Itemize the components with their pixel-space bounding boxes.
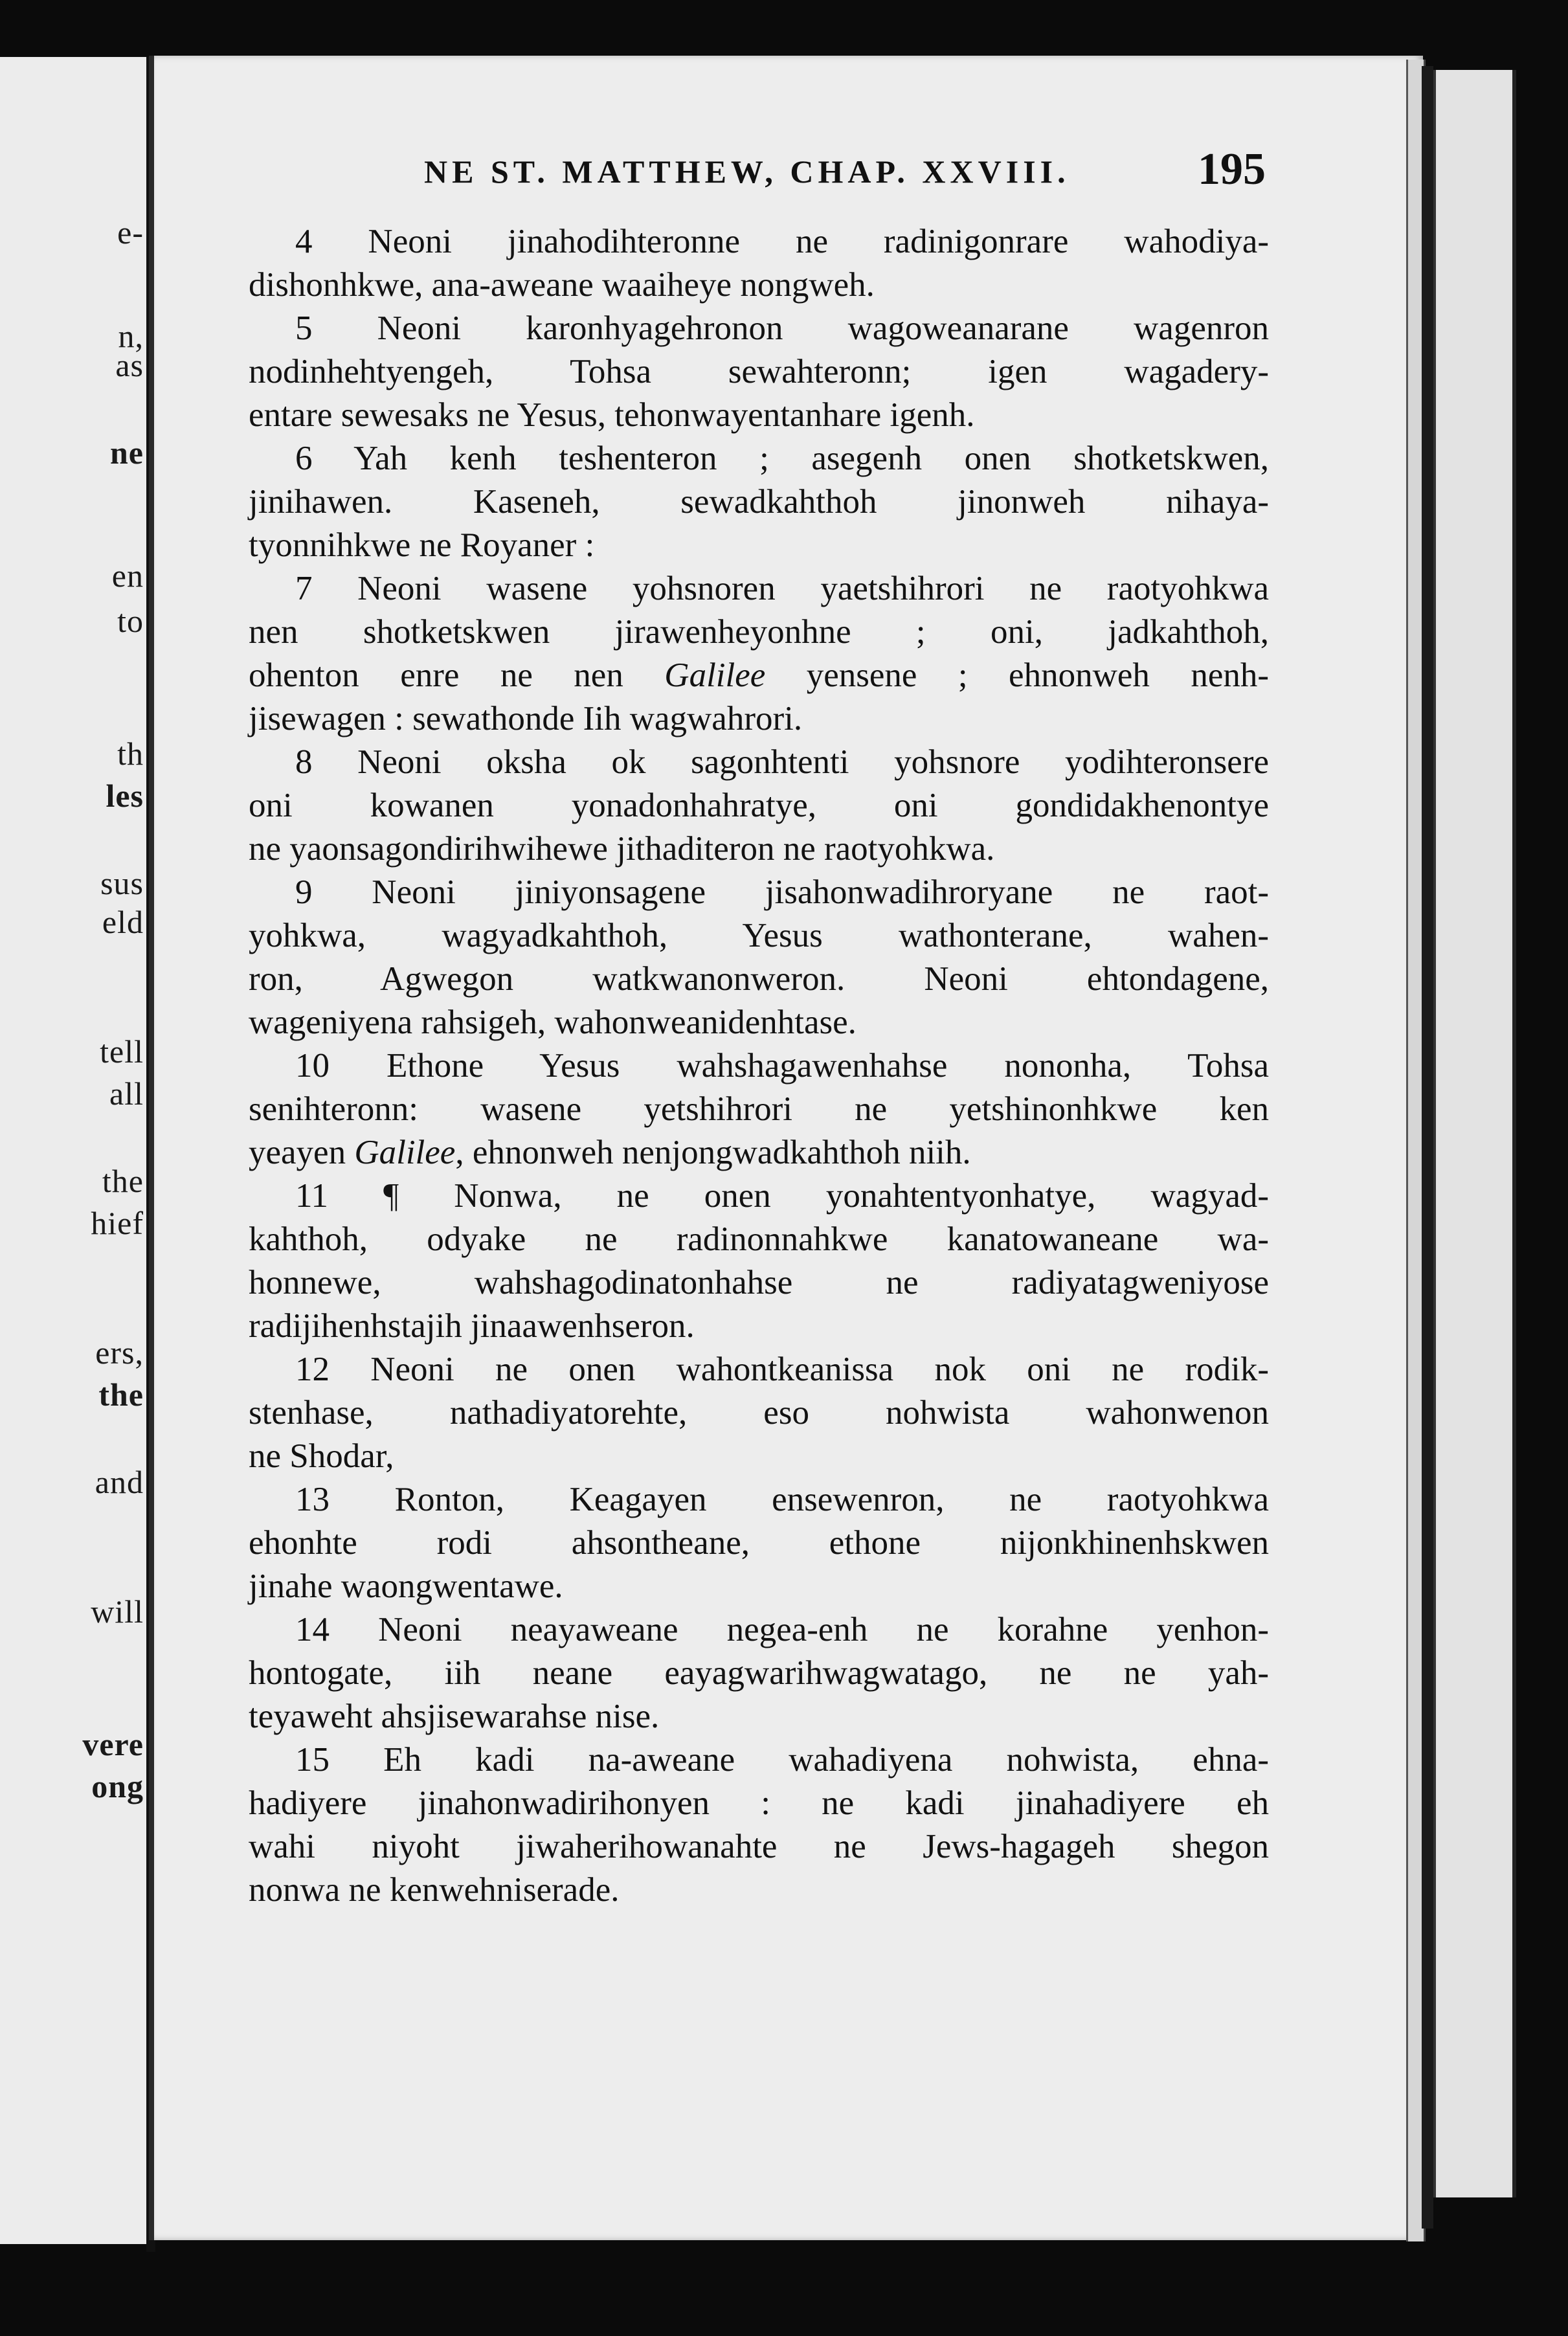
text-line: stenhase, nathadiyatorehte, eso nohwista wahonwenon: [249, 1394, 1269, 1432]
verse-first-line: 12 Neoni ne onen wahontkeanissa nok oni ne rodik-: [295, 1351, 1269, 1388]
facing-page-fragment: vere: [82, 1726, 144, 1762]
text-line: kahthoh, odyake ne radinonnahkwe kanatowaneane wa-: [249, 1220, 1269, 1258]
text-line: dishonhkwe, ana-aweane waaiheye nongweh.: [249, 266, 875, 304]
facing-page-fragment: th: [117, 736, 144, 772]
facing-page-fragment: eld: [102, 904, 144, 940]
text-line: teyaweht ahsjisewarahse nise.: [249, 1698, 660, 1735]
facing-page: [0, 57, 146, 2244]
text-line: oni kowanen yonadonhahratye, oni gondidakhenontye: [249, 787, 1269, 824]
facing-page-fragment: tell: [100, 1033, 144, 1070]
text-line: ne yaonsagondirihwihewe jithaditeron ne raotyohkwa.: [249, 830, 995, 868]
text-line: wahi niyoht jiwaherihowanahte ne Jews-hagageh shegon: [249, 1828, 1269, 1865]
facing-page-fragment: will: [91, 1593, 144, 1630]
facing-page-fragment: ne: [110, 434, 144, 471]
page-number: 195: [1198, 144, 1266, 194]
text-line: yohkwa, wagyadkahthoh, Yesus wathonterane, wahen-: [249, 917, 1269, 954]
page-edge-stack: [1433, 70, 1516, 2197]
text-line: hadiyere jinahonwadirihonyen : ne kadi jinahadiyere eh: [249, 1784, 1269, 1822]
text-line: yeayen Galilee, ehnonweh nenjongwadkahthoh niih.: [249, 1134, 971, 1171]
facing-page-fragment: as: [115, 347, 144, 383]
facing-page-fragment: sus: [100, 865, 144, 901]
facing-page-fragment: to: [117, 603, 144, 639]
text-line: nonwa ne kenwehniserade.: [249, 1871, 620, 1909]
facing-page-fragment: ers,: [95, 1334, 144, 1371]
page-edge-shadow: [1422, 66, 1433, 2229]
verse-first-line: 4 Neoni jinahodihteronne ne radinigonrare wahodiya-: [295, 223, 1269, 260]
verse-first-line: 10 Ethone Yesus wahshagawenhahse nononha, Tohsa: [295, 1047, 1269, 1084]
verse-first-line: 14 Neoni neayaweane negea-enh ne korahne yenhon-: [295, 1611, 1269, 1648]
text-line: jisewagen : sewathonde Iih wagwahrori.: [249, 700, 803, 737]
facing-page-fragment: n,: [118, 318, 144, 354]
text-line: tyonnihkwe ne Royaner :: [249, 526, 595, 564]
text-line: senihteronn: wasene yetshihrori ne yetshinonhkwe ken: [249, 1090, 1269, 1128]
text-line: nen shotketskwen jirawenheyonhne ; oni, jadkahthoh,: [249, 613, 1269, 651]
text-line: entare sewesaks ne Yesus, tehonwayentanhare igenh.: [249, 396, 975, 434]
text-line: ron, Agwegon watkwanonweron. Neoni ehtondagene,: [249, 960, 1269, 998]
facing-page-fragment: e-: [117, 214, 144, 251]
running-title: NE ST. MATTHEW, CHAP. XXVIII.: [424, 153, 1070, 190]
text-line: ne Shodar,: [249, 1437, 394, 1475]
text-line: jinihawen. Kaseneh, sewadkahthoh jinonweh nihaya-: [249, 483, 1269, 521]
verse-first-line: 15 Eh kadi na-aweane wahadiyena nohwista, ehna-: [295, 1741, 1269, 1779]
verse-first-line: 9 Neoni jiniyonsagene jisahonwadihroryane ne raot-: [295, 873, 1269, 911]
facing-page-fragment: ong: [91, 1768, 144, 1804]
facing-page-fragment: and: [95, 1464, 144, 1500]
text-line: radijihenhstajih jinaawenhseron.: [249, 1307, 695, 1345]
text-line: ehonhte rodi ahsontheane, ethone nijonkhinenhskwen: [249, 1524, 1269, 1562]
text-line: honnewe, wahshagodinatonhahse ne radiyatagweniyose: [249, 1264, 1269, 1301]
facing-page-fragment: en: [111, 557, 144, 594]
chapter-text: [249, 220, 1269, 1912]
text-line: nodinhehtyengeh, Tohsa sewahteronn; igen wagadery-: [249, 353, 1269, 390]
verse-first-line: 13 Ronton, Keagayen ensewenron, ne raotyohkwa: [295, 1481, 1269, 1518]
verse-first-line: 5 Neoni karonhyagehronon wagoweanarane wagenron: [295, 309, 1269, 347]
verse-first-line: 11 ¶ Nonwa, ne onen yonahtentyonhatye, wagyad-: [295, 1177, 1269, 1215]
facing-page-fragment: hief: [91, 1205, 144, 1241]
facing-page-fragment: the: [102, 1163, 144, 1199]
text-line: jinahe waongwentawe.: [249, 1567, 563, 1605]
facing-page-fragment: the: [98, 1376, 144, 1413]
facing-page-fragment: all: [109, 1075, 144, 1112]
page-header: [424, 144, 1266, 202]
text-line: wageniyena rahsigeh, wahonweanidenhtase.: [249, 1004, 857, 1041]
verse-first-line: 8 Neoni oksha ok sagonhtenti yohsnore yodihteronsere: [295, 743, 1269, 781]
verse-first-line: 7 Neoni wasene yohsnoren yaetshihrori ne raotyohkwa: [295, 570, 1269, 607]
text-line: hontogate, iih neane eayagwarihwagwatago, ne ne yah-: [249, 1654, 1269, 1692]
text-line: ohenton enre ne nen Galilee yensene ; ehnonweh nenh-: [249, 657, 1270, 694]
verse-first-line: 6 Yah kenh teshenteron ; asegenh onen shotketskwen,: [295, 440, 1269, 477]
facing-page-fragment: les: [106, 778, 144, 814]
